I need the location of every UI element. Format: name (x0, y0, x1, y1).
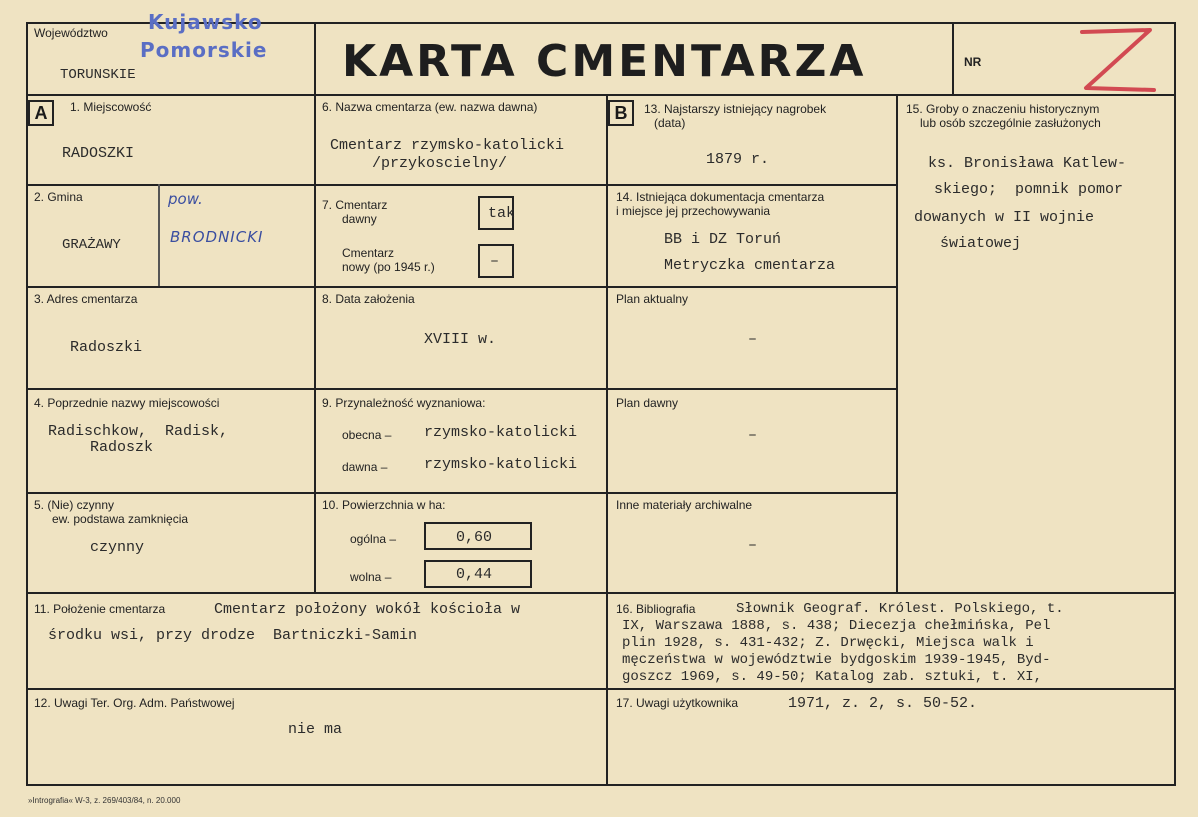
field-10-ogolna-label: ogólna – (350, 532, 397, 546)
plan-dawny-label: Plan dawny (616, 396, 679, 410)
field-13-label-line2: (data) (654, 116, 686, 130)
field-15-value-line3: dowanych w II wojnie (914, 209, 1095, 226)
field-9-obecna-label: obecna – (342, 428, 392, 442)
field-9-dawna-label: dawna – (342, 460, 388, 474)
field-12-label: 12. Uwagi Ter. Org. Adm. Państwowej (34, 696, 235, 710)
field-11-value-line1: Cmentarz położony wokół kościoła w (214, 601, 521, 618)
region-stamp-line2: Pomorskie (140, 38, 268, 62)
field-9-obecna-value: rzymsko-katolicki (424, 424, 578, 441)
plan-aktualny-value: – (748, 331, 758, 348)
field-14-value-line1: BB i DZ Toruń (664, 231, 782, 248)
field-15-value-line1: ks. Bronisława Katlew- (928, 155, 1127, 172)
field-7-nowy-value: – (490, 253, 500, 270)
field-16-value-line5: goszcz 1969, s. 49-50; Katalog zab. sztuki, t. XI, (622, 669, 1043, 685)
field-16-value-line2: IX, Warszawa 1888, s. 438; Diecezja chełmińska, Pel (622, 618, 1051, 634)
field-5-label-line2: ew. podstawa zamknięcia (52, 512, 189, 526)
field-7-dawny-value: tak (488, 205, 516, 222)
field-11-label: 11. Położenie cmentarza (34, 602, 166, 616)
inne-value: – (748, 537, 758, 554)
field-6-value-line2: /przykoscielny/ (372, 155, 508, 172)
field-2-label: 2. Gmina (34, 190, 83, 204)
field-12-value: nie ma (288, 721, 343, 738)
field-7-dawny-label-line1: 7. Cmentarz (322, 198, 388, 212)
field-4-value-line1: Radischkow, Radisk, (48, 423, 229, 440)
field-17-label: 17. Uwagi użytkownika (616, 696, 739, 710)
plan-dawny-value: – (748, 427, 758, 444)
field-15-label-line1: 15. Groby o znaczeniu historycznym (906, 102, 1100, 116)
wojewodztwo-label: Województwo (34, 26, 108, 40)
field-9-label: 9. Przynależność wyznaniowa: (322, 396, 486, 410)
section-b-marker: B (608, 100, 634, 126)
plan-aktualny-label: Plan aktualny (616, 292, 689, 306)
field-16-value-line1: Słownik Geograf. Królest. Polskiego, t. (736, 601, 1064, 617)
nr-handwritten-z (1070, 26, 1160, 98)
field-10-ogolna-value: 0,60 (456, 529, 493, 546)
field-5-label-line1: 5. (Nie) czynny (34, 498, 115, 512)
field-7-nowy-label-line1: Cmentarz (342, 246, 395, 260)
page-title: KARTA CMENTARZA (342, 36, 867, 87)
field-10-label: 10. Powierzchnia w ha: (322, 498, 446, 512)
field-2-value: GRAŻAWY (62, 237, 121, 253)
field-2-divider (158, 184, 160, 288)
field-8-value: XVIII w. (424, 331, 497, 348)
field-7-nowy-label-line2: nowy (po 1945 r.) (342, 260, 435, 274)
field-10-wolna-label: wolna – (350, 570, 392, 584)
field-16-label: 16. Bibliografia (616, 602, 696, 616)
field-15-label-line2: lub osób szczególnie zasłużonych (920, 116, 1101, 130)
field-2-pow-label: pow. (168, 190, 203, 208)
field-14-label-line1: 14. Istniejąca dokumentacja cmentarza (616, 190, 825, 204)
field-1-label: 1. Miejscowość (70, 100, 152, 114)
inne-label: Inne materiały archiwalne (616, 498, 753, 512)
field-4-label: 4. Poprzednie nazwy miejscowości (34, 396, 220, 410)
field-6-value-line1: Cmentarz rzymsko-katolicki (330, 137, 565, 154)
region-stamp-line1: Kujawsko (148, 10, 263, 34)
field-13-label-line1: 13. Najstarszy istniejący nagrobek (644, 102, 827, 116)
field-14-value-line2: Metryczka cmentarza (664, 257, 836, 274)
nr-label: NR (964, 55, 982, 69)
field-17-value: 1971, z. 2, s. 50-52. (788, 695, 978, 712)
field-11-value-line2: środku wsi, przy drodze Bartniczki-Samin (48, 627, 418, 644)
field-15-value-line4: światowej (940, 235, 1022, 252)
field-4-value-line2: Radoszk (90, 439, 154, 456)
field-7-dawny-label-line2: dawny (342, 212, 377, 226)
field-6-label: 6. Nazwa cmentarza (ew. nazwa dawna) (322, 100, 538, 114)
field-13-value: 1879 r. (706, 151, 770, 168)
field-5-value: czynny (90, 539, 145, 556)
field-16-value-line4: męczeństwa w województwie bydgoskim 1939-1945, Byd- (622, 652, 1051, 668)
field-14-label-line2: i miejsce jej przechowywania (616, 204, 771, 218)
print-footer: »Intrografia« W-3, z. 269/403/84, n. 20.000 (28, 796, 181, 805)
wojewodztwo-value: TORUNSKIE (60, 67, 136, 83)
field-10-wolna-value: 0,44 (456, 566, 493, 583)
field-8-label: 8. Data założenia (322, 292, 415, 306)
field-1-value: RADOSZKI (62, 145, 135, 162)
field-16-value-line3: plin 1928, s. 431-432; Z. Drwęcki, Miejsca walk i (622, 635, 1034, 651)
section-a-marker: A (28, 100, 54, 126)
field-9-dawna-value: rzymsko-katolicki (424, 456, 578, 473)
field-3-label: 3. Adres cmentarza (34, 292, 138, 306)
field-2-pow-value: BRODNICKI (170, 228, 264, 246)
field-15-value-line2: skiego; pomnik pomor (934, 181, 1124, 198)
field-3-value: Radoszki (70, 339, 143, 356)
